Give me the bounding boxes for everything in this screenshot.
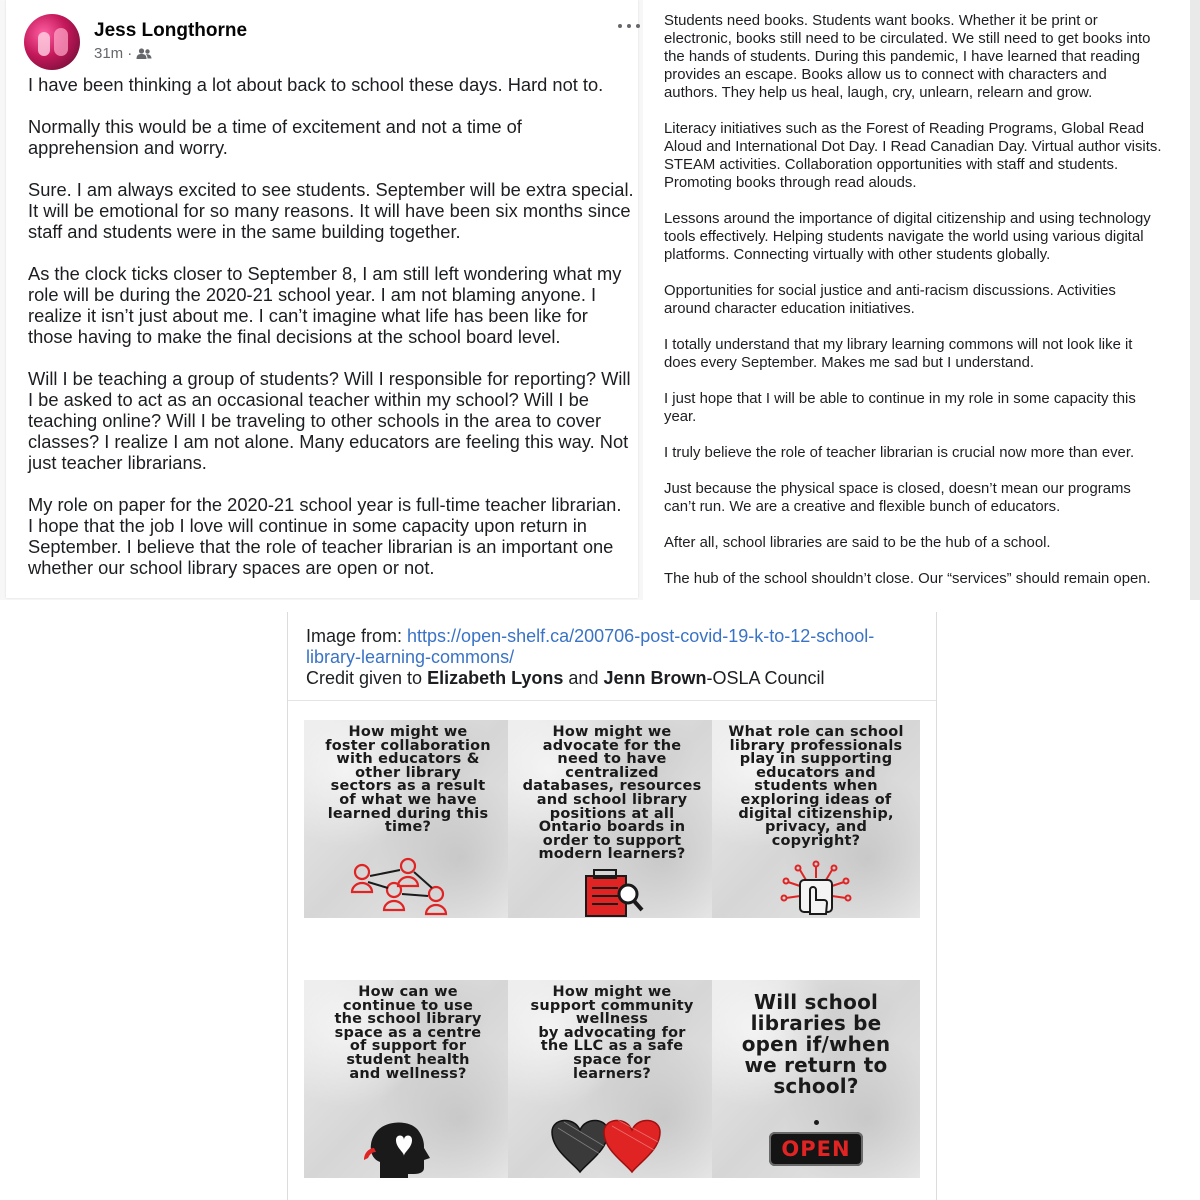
image-credit	[306, 626, 926, 689]
post-paragraph: Students need books. Students want books. Whether it be print or electronic, books still need to be circulated. We still need to get books into the hands of students. During this pandemic, I have learned that reading provides an escape. Books allow us to connect with characters and authors. They help us heal, laugh, cry, unlearn, relearn and grow.	[664, 13, 1151, 101]
post-paragraph: I totally understand that my library learning commons will not look like it does every September. Makes me sad but I understand.	[664, 337, 1133, 371]
more-options-icon[interactable]	[618, 24, 640, 32]
avatar[interactable]	[24, 14, 80, 70]
source-link[interactable]: https://open-shelf.ca/200706-post-covid-19-k-to-12-school-library-learning-commons/	[306, 626, 875, 667]
head-heart-icon	[304, 1118, 512, 1178]
question-tile-databases	[508, 720, 716, 918]
post-paragraph: I have been thinking a lot about back to school these days. Hard not to.	[28, 74, 604, 95]
post-paragraph: Sure. I am always excited to see students. September will be extra special. It will be emotional for so many reasons. It will have been six months since staff and students were in the same building together.	[28, 179, 634, 242]
post-paragraph: Literacy initiatives such as the Forest of Reading Programs, Global Read Aloud and International Dot Day. I Read Canadian Day. Virtual author visits. STEAM activities. Collaboration opportunities with staff and students. Promoting books through read alouds.	[664, 121, 1162, 191]
post-paragraph: Will I be teaching a group of students? Will I responsible for reporting? Will I be asked to act as an occasional teacher within my school? Will I be teaching online? Will I be traveling to other schools in the area to cover classes? I realize I am not alone. Many educators are feeling this way. Not just teacher librarians.	[28, 368, 631, 473]
friends-icon	[136, 48, 152, 60]
credit-prefix: Image from:	[306, 626, 408, 646]
post-meta	[94, 45, 152, 62]
tile-question: Will school libraries be open if/when we return to school?	[741, 990, 891, 1098]
post-paragraph: Normally this would be a time of excitement and not a time of apprehension and worry.	[28, 116, 522, 158]
credit-line2-prefix: Credit given to	[306, 668, 428, 688]
tile-question: How can we continue to use the school library space as a centre of support for student health and wellness?	[334, 984, 482, 1082]
author-name[interactable]: Jess Longthorne	[94, 20, 248, 41]
left-post-panel	[0, 0, 643, 600]
credit-suffix: -OSLA Council	[706, 668, 825, 688]
two-hearts-icon	[508, 1110, 716, 1176]
meta-separator: ·	[127, 45, 133, 62]
post-paragraph: The hub of the school shouldn’t close. Our “services” should remain open.	[664, 571, 1151, 587]
credit-name-1: Elizabeth Lyons	[427, 668, 564, 688]
question-tile-community-wellness	[508, 980, 716, 1178]
divider	[288, 700, 936, 701]
right-post-body	[664, 12, 1184, 606]
post-card	[6, 0, 638, 598]
credit-and: and	[563, 668, 604, 688]
post-paragraph: Just because the physical space is closed, doesn’t mean our programs can’t run. We are a creative and flexible bunch of educators.	[664, 481, 1131, 515]
post-paragraph: I truly believe the role of teacher librarian is crucial now more than ever.	[664, 445, 1135, 461]
open-sign-text: OPEN	[781, 1137, 851, 1161]
digital-hand-icon	[712, 860, 920, 918]
right-post-panel	[653, 0, 1200, 600]
post-paragraph: I just hope that I will be able to continue in my role in some capacity this year.	[664, 391, 1136, 425]
post-paragraph: My role on paper for the 2020-21 school year is full-time teacher librarian. I hope that the job I love will continue in some capacity upon return in September. I believe that the role of teacher librarian is an important one whether our school library spaces are open or not.	[28, 494, 622, 578]
scroll-edge	[1190, 0, 1200, 600]
tile-question: What role can school library professionals play in supporting educators and students when exploring ideas of digital citizenship, privacy, and copyright?	[728, 724, 904, 849]
people-network-icon	[304, 856, 512, 916]
post-paragraph: As the clock ticks closer to September 8, I am still left wondering what my role will be during the 2020-21 school year. I am not blaming anyone. I realize it isn’t just about me. I can’t imagine what life has been like for those having to make the final decisions at the school board level.	[28, 263, 622, 347]
question-tile-reopening	[712, 980, 920, 1178]
post-paragraph: Opportunities for social justice and anti-racism discussions. Activities around character education initiatives.	[664, 283, 1116, 317]
post-time[interactable]: 31m	[94, 45, 124, 62]
post-body	[28, 74, 638, 599]
database-search-icon	[508, 868, 716, 918]
image-card-panel	[0, 600, 1200, 1200]
image-card	[287, 612, 937, 1200]
post-paragraph: Lessons around the importance of digital citizenship and using technology tools effectively. Helping students navigate the world using various digital platforms. Connecting virtually with other students globally.	[664, 211, 1151, 263]
tile-question: How might we support community wellness by advocating for the LLC as a safe space for learners?	[530, 984, 694, 1082]
tile-question: How might we advocate for the need to have centralized databases, resources and school library positions at all Ontario boards in order to support modern learners?	[522, 724, 702, 863]
post-paragraph: After all, school libraries are said to be the hub of a school.	[664, 535, 1051, 551]
bullet-dot	[814, 1120, 819, 1125]
question-tile-collaboration	[304, 720, 512, 918]
credit-name-2: Jenn Brown	[603, 668, 707, 688]
open-sign-icon	[769, 1132, 863, 1166]
tile-question: How might we foster collaboration with educators & other library sectors as a result of what we have learned during this time?	[325, 724, 491, 836]
question-tile-digital-citizenship	[712, 720, 920, 918]
question-tile-health-wellness	[304, 980, 512, 1178]
